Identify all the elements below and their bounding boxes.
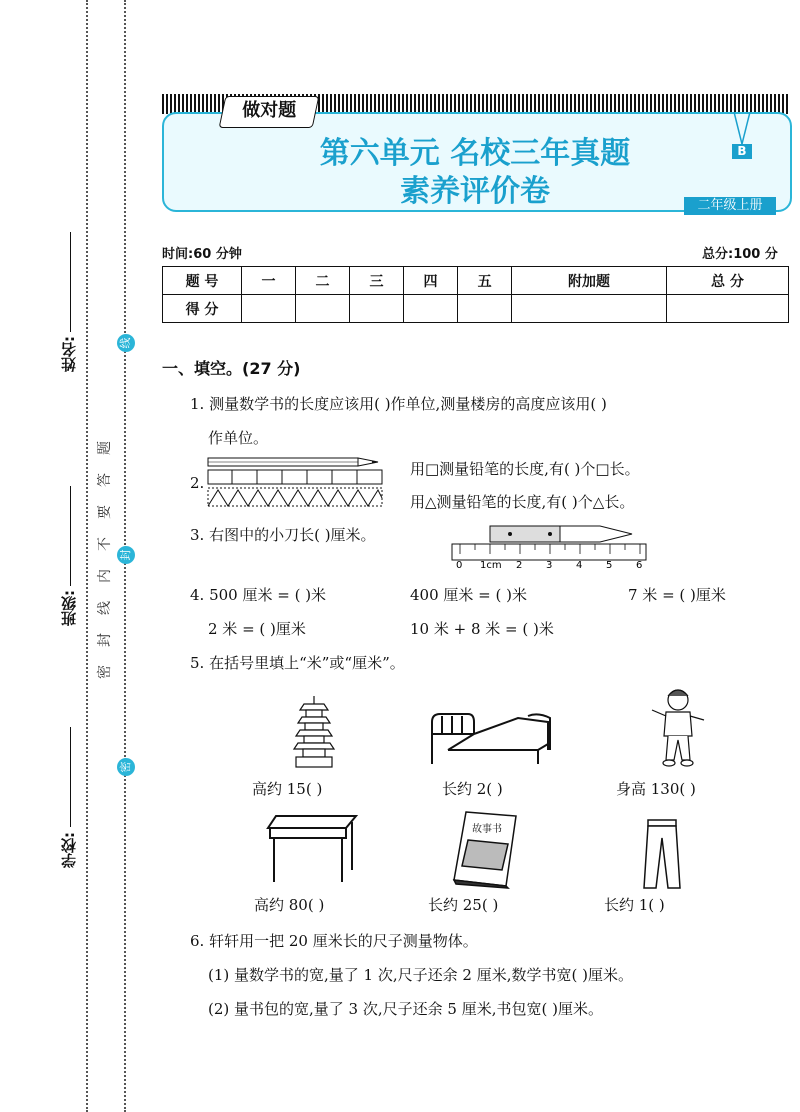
ruler-tick-label: 3 xyxy=(546,560,553,571)
seal-char: 不 xyxy=(97,537,113,551)
row-label: 得 分 xyxy=(163,295,242,323)
score-cell[interactable] xyxy=(404,295,458,323)
score-cell[interactable] xyxy=(242,295,296,323)
seal-mark-line: 线 xyxy=(117,334,135,352)
pencil-measure-diagram xyxy=(206,454,392,510)
question-4a: 4. 500 厘米 = ( )米 xyxy=(190,586,327,604)
table-header-cell: 三 xyxy=(350,267,404,295)
page-subtitle: 素养评价卷 xyxy=(400,174,550,209)
table-header-cell: 五 xyxy=(458,267,512,295)
fold-line-left xyxy=(86,0,88,1112)
time-limit: 时间:60 分钟 xyxy=(162,247,242,262)
score-cell[interactable] xyxy=(458,295,512,323)
question-4d: 2 米 = ( )厘米 xyxy=(208,620,306,638)
book-title: 故事书 xyxy=(472,824,502,835)
class-underline xyxy=(70,486,71,586)
table-header-cell: 二 xyxy=(296,267,350,295)
caption-pants: 长约 1( ) xyxy=(604,896,665,914)
version-badge: B xyxy=(732,144,752,159)
book-icon xyxy=(450,808,520,890)
caption-bed: 长约 2( ) xyxy=(442,780,503,798)
ruler-tick-label: 4 xyxy=(576,560,583,571)
question-1-cont: 作单位。 xyxy=(208,429,269,447)
caption-pagoda: 高约 15( ) xyxy=(252,780,323,798)
table-row xyxy=(163,295,789,323)
seal-char: 题 xyxy=(97,441,113,455)
caption-boy: 身高 130( ) xyxy=(616,780,696,798)
question-6: 6. 轩轩用一把 20 厘米长的尺子测量物体。 xyxy=(190,932,478,950)
caption-book: 长约 25( ) xyxy=(428,896,499,914)
seal-char: 密 xyxy=(97,665,113,679)
seal-char: 内 xyxy=(97,569,113,583)
question-2b: 用△测量铅笔的长度,有( )个△长。 xyxy=(410,493,635,511)
series-tag: 做对题 xyxy=(219,96,320,128)
score-cell[interactable] xyxy=(666,295,788,323)
table-header-cell: 题 号 xyxy=(163,267,242,295)
seal-mark-seal: 封 xyxy=(117,546,135,564)
question-4e: 10 米 + 8 米 = ( )米 xyxy=(410,620,554,638)
score-cell[interactable] xyxy=(512,295,667,323)
score-table xyxy=(162,266,789,323)
question-1: 1. 测量数学书的长度应该用( )作单位,测量楼房的高度应该用( ) xyxy=(190,395,607,413)
caption-desk: 高约 80( ) xyxy=(254,896,325,914)
school-underline xyxy=(70,727,71,827)
table-header-cell: 附加题 xyxy=(512,267,667,295)
ruler-tick-label: 5 xyxy=(606,560,613,571)
seal-char: 要 xyxy=(97,505,113,519)
knife-ruler-diagram xyxy=(450,522,650,572)
table-header-cell: 一 xyxy=(242,267,296,295)
seal-char: 封 xyxy=(97,633,113,647)
seal-char: 线 xyxy=(97,601,113,615)
score-cell[interactable] xyxy=(350,295,404,323)
desk-icon xyxy=(266,812,362,886)
name-label: 姓名: xyxy=(60,336,78,372)
ruler-tick-label: 0 xyxy=(456,560,463,571)
section-heading: 一、填空。(27 分) xyxy=(162,359,301,378)
question-4b: 400 厘米 = ( )米 xyxy=(410,586,527,604)
bed-icon xyxy=(428,710,554,768)
badge-hanger-icon xyxy=(728,112,758,146)
question-2-number: 2. xyxy=(190,474,205,492)
name-underline xyxy=(70,232,71,332)
pants-icon xyxy=(640,818,684,890)
question-6-2: (2) 量书包的宽,量了 3 次,尺子还余 5 厘米,书包宽( )厘米。 xyxy=(208,1000,603,1018)
pagoda-icon xyxy=(292,696,336,770)
school-label: 学校: xyxy=(60,832,78,868)
question-2a: 用□测量铅笔的长度,有( )个□长。 xyxy=(410,460,640,478)
question-3: 3. 右图中的小刀长( )厘米。 xyxy=(190,526,376,544)
ruler-tick-label: 2 xyxy=(516,560,523,571)
question-4c: 7 米 = ( )厘米 xyxy=(628,586,726,604)
page-title: 第六单元 名校三年真题 xyxy=(319,136,631,171)
boy-icon xyxy=(648,686,708,768)
class-label: 班级: xyxy=(60,590,78,626)
total-score: 总分:100 分 xyxy=(702,247,778,262)
ruler-tick-label: 1cm xyxy=(480,560,502,571)
question-6-1: (1) 量数学书的宽,量了 1 次,尺子还余 2 厘米,数学书宽( )厘米。 xyxy=(208,966,633,984)
seal-char: 答 xyxy=(97,473,113,487)
table-header-cell: 四 xyxy=(404,267,458,295)
grade-label: 二年级上册 xyxy=(684,197,776,215)
table-row xyxy=(163,267,789,295)
score-cell[interactable] xyxy=(296,295,350,323)
table-header-cell: 总 分 xyxy=(666,267,788,295)
question-5: 5. 在括号里填上“米”或“厘米”。 xyxy=(190,654,405,672)
seal-mark-secret: 密 xyxy=(117,758,135,776)
ruler-tick-label: 6 xyxy=(636,560,643,571)
